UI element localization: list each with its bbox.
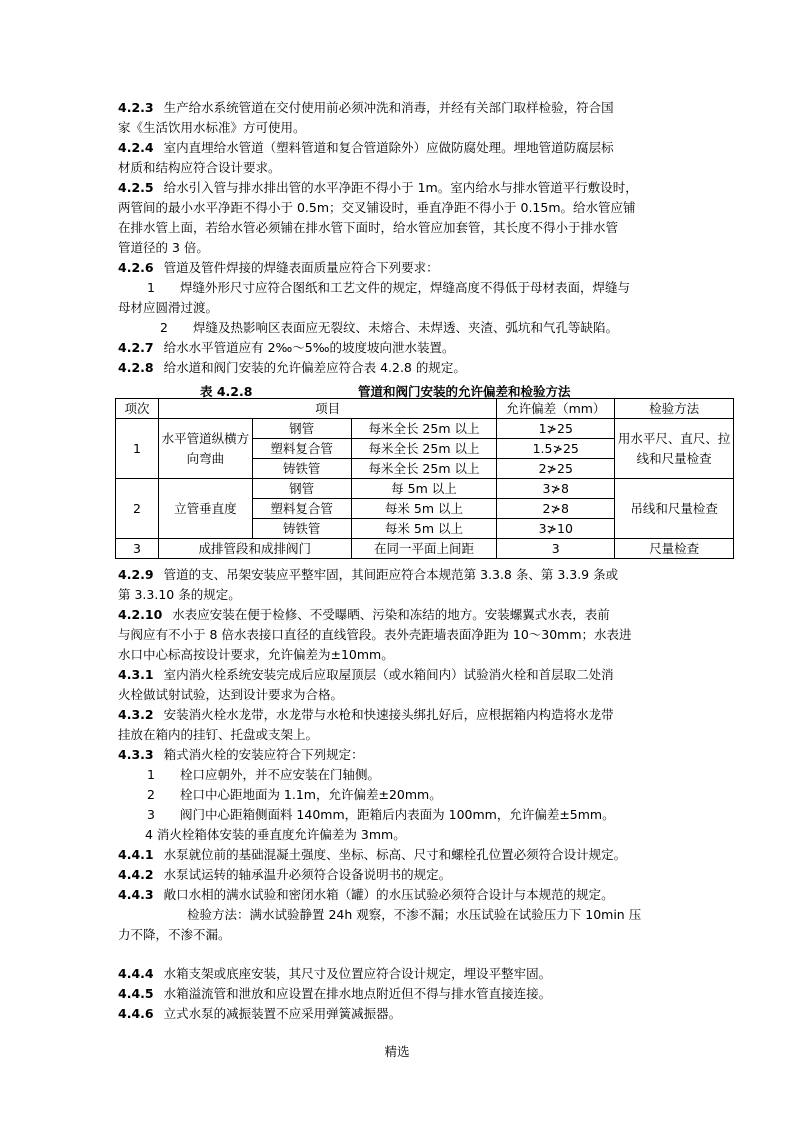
list-item	[147, 785, 442, 805]
row-number: 3	[116, 539, 159, 559]
subitem-cell: 钢管	[252, 419, 351, 439]
para-4-2-4	[118, 138, 614, 158]
para-text: 水泵试运转的轴承温升必须符合设备说明书的规定。	[163, 867, 452, 882]
para-line	[118, 725, 318, 745]
para-4-4-1	[118, 845, 626, 865]
clause-number: 4.2.5	[118, 180, 154, 195]
method-cell: 用水平尺、直尺、拉线和尺量检查	[615, 419, 734, 479]
para-text: 安装消火栓水龙带，水龙带与水枪和快速接头绑扎好后，应根据箱内构造将水龙带	[163, 707, 614, 722]
para-4-3-2	[118, 705, 614, 725]
para-text: 管道及管件焊接的焊缝表面质量应符合下列要求：	[163, 260, 439, 275]
para-text: 第 3.3.10 条的规定。	[118, 587, 241, 602]
para-text: 2 焊缝及热影响区表面应无裂纹、未熔合、未焊透、夹渣、弧坑和气孔等缺陷。	[160, 320, 618, 335]
tolerance-cell: 3≯8	[497, 479, 615, 499]
tolerance-cell: 2≯25	[497, 459, 615, 479]
para-text: 箱式消火栓的安装应符合下列规定：	[163, 747, 364, 762]
para-text: 火栓做试射试验，达到设计要求为合格。	[118, 687, 344, 702]
tolerance-cell: 1≯25	[497, 419, 615, 439]
clause-number: 4.2.10	[118, 607, 163, 622]
clause-number: 4.4.5	[118, 986, 154, 1001]
para-text: 室内直埋给水管道（塑料管道和复合管道除外）应做防腐处理。埋地管道防腐层标	[163, 140, 614, 155]
table-header-row	[116, 399, 734, 419]
para-text: 管道的支、吊架安装应平整牢固，其间距应符合本规范第 3.3.8 条、第 3.3.9 条或	[163, 567, 619, 582]
subitem-cell: 塑料复合管	[252, 439, 351, 459]
para-text: 敞口水相的满水试验和密闭水箱（罐）的水压试验必须符合设计与本规范的规定。	[163, 887, 614, 902]
subitem-cell: 钢管	[252, 479, 351, 499]
item-cell: 成排管段和成排阀门	[158, 539, 351, 559]
list-item	[145, 825, 406, 845]
table-row	[116, 479, 734, 499]
para-text: 4 消火栓箱体安装的垂直度允许偏差为 3mm。	[145, 827, 406, 842]
para-4-2-6	[118, 258, 439, 278]
para-text: 力不降，不渗不漏。	[118, 927, 231, 942]
para-text: 水表应安装在便于检修、不受曝晒、污染和冻结的地方。安装螺翼式水表，表前	[172, 607, 610, 622]
para-text: 家《生活饮用水标准》方可使用。	[118, 120, 306, 135]
para-4-4-5	[118, 984, 551, 1004]
spec-cell: 每米全长 25m 以上	[351, 459, 497, 479]
para-text: 给水道和阀门安装的允许偏差应符合表 4.2.8 的规定。	[163, 360, 466, 375]
para-text: 水泵就位前的基础混凝土强度、坐标、标高、尺寸和螺栓孔位置必须符合设计规定。	[163, 847, 627, 862]
clause-number: 4.3.3	[118, 747, 154, 762]
para-4-2-3	[118, 98, 614, 118]
para-4-3-3	[118, 745, 364, 765]
para-text: 1 焊缝外形尺寸应符合图纸和工艺文件的规定，焊缝高度不得低于母材表面，焊缝与	[147, 280, 630, 295]
clause-number: 4.2.9	[118, 567, 154, 582]
para-text: 两管间的最小水平净距不得小于 0.5m；交叉铺设时，垂直净距不得小于 0.15m。给水管应铺	[118, 200, 636, 215]
para-text: 2 栓口中心距地面为 1.1m，允许偏差±20mm。	[147, 787, 442, 802]
para-line	[118, 218, 618, 238]
subitem-cell: 铸铁管	[252, 459, 351, 479]
clause-number: 4.3.1	[118, 667, 154, 682]
spec-cell: 每米全长 25m 以上	[351, 439, 497, 459]
spec-cell: 每 5m 以上	[351, 479, 497, 499]
para-line	[187, 905, 641, 925]
page-footer: 精选	[384, 1044, 410, 1059]
para-4-3-1	[118, 665, 614, 685]
clause-number: 4.4.2	[118, 867, 154, 882]
spec-cell: 在同一平面上间距	[351, 539, 497, 559]
para-text: 管道径的 3 倍。	[118, 240, 209, 255]
clause-number: 4.2.3	[118, 100, 154, 115]
para-line	[118, 645, 394, 665]
para-text: 立式水泵的减振装置不应采用弹簧减振器。	[163, 1006, 402, 1021]
tolerance-table	[115, 398, 734, 559]
para-4-2-8	[118, 358, 466, 378]
clause-number: 4.2.4	[118, 140, 154, 155]
para-text: 生产给水系统管道在交付使用前必须冲洗和消毒，并经有关部门取样检验，符合国	[163, 100, 614, 115]
method-cell: 尺量检查	[615, 539, 734, 559]
row-number: 2	[116, 479, 159, 539]
para-text: 材质和结构应符合设计要求。	[118, 160, 281, 175]
clause-number: 4.4.1	[118, 847, 154, 862]
para-text: 检验方法：满水试验静置 24h 观察，不渗不漏；水压试验在试验压力下 10min 压	[187, 907, 642, 922]
para-line	[118, 685, 343, 705]
para-text: 在排水管上面，若给水管必须铺在排水管下面时，给水管应加套管，其长度不得小于排水管	[118, 220, 619, 235]
para-4-4-2	[118, 865, 451, 885]
para-text: 室内消火栓系统安装完成后应取屋顶层（或水箱间内）试验消火栓和首层取二处消	[163, 667, 614, 682]
item-cell: 立管垂直度	[158, 479, 252, 539]
para-line	[118, 585, 241, 605]
clause-number: 4.4.6	[118, 1006, 154, 1021]
para-4-2-5	[118, 178, 638, 198]
para-line	[118, 925, 231, 945]
para-text: 水口中心标高按设计要求，允许偏差为±10mm。	[118, 647, 394, 662]
table-row	[116, 419, 734, 439]
para-text: 3 阀门中心距箱侧面料 140mm，距箱后内表面为 100mm，允许偏差±5mm。	[147, 807, 615, 822]
table-caption-title: 管道和阀门安装的允许偏差和检验方法	[358, 384, 571, 399]
para-4-4-6	[118, 1004, 401, 1024]
para-text: 给水水平管道应有 2‰～5‰的坡度坡向泄水装置。	[163, 340, 455, 355]
method-cell: 吊线和尺量检查	[615, 479, 734, 539]
clause-number: 4.2.8	[118, 360, 154, 375]
para-line	[118, 625, 632, 645]
tolerance-cell: 1.5≯25	[497, 439, 615, 459]
row-number: 1	[116, 419, 159, 479]
table-caption-number: 表 4.2.8	[200, 384, 253, 399]
para-text: 水箱溢流管和泄放和应设置在排水地点附近但不得与排水管直接连接。	[163, 986, 552, 1001]
para-line	[118, 118, 306, 138]
header-cell: 检验方法	[615, 399, 734, 419]
para-text: 母材应圆滑过渡。	[118, 300, 219, 315]
clause-number: 4.3.2	[118, 707, 154, 722]
spec-cell: 每米 5m 以上	[351, 519, 497, 539]
item-cell: 水平管道纵横方向弯曲	[158, 419, 252, 479]
para-4-2-7	[118, 338, 455, 358]
para-line	[118, 238, 209, 258]
clause-number: 4.2.6	[118, 260, 154, 275]
subitem-cell: 铸铁管	[252, 519, 351, 539]
para-text: 给水引入管与排水排出管的水平净距不得小于 1m。室内给水与排水管道平行敷设时，	[163, 180, 638, 195]
list-item	[147, 278, 630, 298]
clause-number: 4.4.4	[118, 966, 154, 981]
spec-cell: 每米全长 25m 以上	[351, 419, 497, 439]
clause-number: 4.4.3	[118, 887, 154, 902]
para-4-4-3	[118, 885, 614, 905]
header-cell: 项次	[116, 399, 159, 419]
para-line	[118, 298, 218, 318]
list-item	[147, 765, 380, 785]
table-row	[116, 539, 734, 559]
header-cell: 项目	[158, 399, 496, 419]
para-text: 挂放在箱内的挂钉、托盘或支架上。	[118, 727, 319, 742]
para-4-2-10	[118, 605, 610, 625]
clause-number: 4.2.7	[118, 340, 154, 355]
para-4-4-4	[118, 964, 551, 984]
header-cell: 允许偏差（mm）	[497, 399, 615, 419]
list-item	[147, 805, 615, 825]
subitem-cell: 塑料复合管	[252, 499, 351, 519]
spec-cell: 每米 5m 以上	[351, 499, 497, 519]
para-line	[118, 158, 281, 178]
tolerance-cell: 3≯10	[497, 519, 615, 539]
para-line	[118, 198, 636, 218]
list-item	[160, 318, 618, 338]
tolerance-cell: 2≯8	[497, 499, 615, 519]
para-text: 与阀应有不小于 8 倍水表接口直径的直线管段。表外壳距墙表面净距为 10～30mm；水表进	[118, 627, 632, 642]
tolerance-cell: 3	[497, 539, 615, 559]
para-text: 水箱支架或底座安装，其尺寸及位置应符合设计规定，埋设平整牢固。	[163, 966, 552, 981]
para-text: 1 栓口应朝外，并不应安装在门轴侧。	[147, 767, 380, 782]
para-4-2-9	[118, 565, 618, 585]
